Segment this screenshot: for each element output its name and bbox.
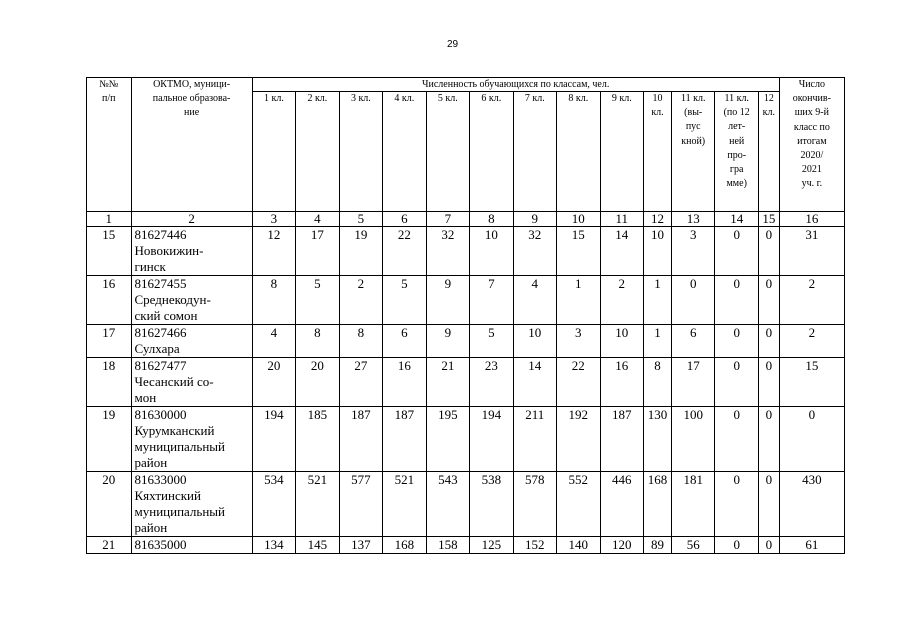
- value-cell: 9: [426, 325, 469, 358]
- page-number: 29: [446, 39, 459, 50]
- value-cell: 100: [671, 407, 714, 472]
- value-cell: 168: [383, 537, 426, 554]
- value-cell: 140: [557, 537, 600, 554]
- value-cell: 552: [557, 472, 600, 537]
- column-number: 10: [557, 212, 600, 227]
- header-class-1: 1 кл.: [252, 92, 295, 212]
- value-cell: 12: [252, 227, 295, 276]
- value-cell: 56: [671, 537, 714, 554]
- value-cell: 9: [426, 276, 469, 325]
- column-number: 3: [252, 212, 295, 227]
- table-row: [87, 537, 845, 554]
- value-cell: 521: [296, 472, 339, 537]
- value-cell: 534: [252, 472, 295, 537]
- value-cell: 0: [715, 227, 758, 276]
- table-row: [87, 227, 845, 276]
- header-class-6: 6 кл.: [470, 92, 513, 212]
- header-class-3: 3 кл.: [339, 92, 382, 212]
- value-cell: 20: [296, 358, 339, 407]
- column-number: 5: [339, 212, 382, 227]
- students-table: [86, 77, 845, 554]
- municipality-name: 81630000 Курумканский муниципальный район: [131, 407, 252, 472]
- header-graduates: Число окончив- ших 9-й класс по итогам 2020/ 2021 уч. г.: [779, 78, 844, 212]
- column-number: 8: [470, 212, 513, 227]
- header-oktmo: ОКТМО, муници- пальное образова- ние: [131, 78, 252, 212]
- value-cell: 2: [779, 325, 844, 358]
- value-cell: 152: [513, 537, 556, 554]
- value-cell: 8: [644, 358, 672, 407]
- row-number: 20: [87, 472, 132, 537]
- value-cell: 15: [557, 227, 600, 276]
- table-row: [87, 276, 845, 325]
- value-cell: 14: [513, 358, 556, 407]
- value-cell: 1: [644, 325, 672, 358]
- column-number: 13: [671, 212, 714, 227]
- column-number: 16: [779, 212, 844, 227]
- value-cell: 89: [644, 537, 672, 554]
- value-cell: 0: [715, 537, 758, 554]
- value-cell: 10: [600, 325, 643, 358]
- value-cell: 2: [600, 276, 643, 325]
- column-number: 7: [426, 212, 469, 227]
- value-cell: 0: [779, 407, 844, 472]
- column-number: 14: [715, 212, 758, 227]
- column-number: 9: [513, 212, 556, 227]
- value-cell: 4: [252, 325, 295, 358]
- value-cell: 0: [758, 358, 779, 407]
- header-class-13: 12 кл.: [758, 92, 779, 212]
- value-cell: 1: [644, 276, 672, 325]
- value-cell: 543: [426, 472, 469, 537]
- municipality-name: 81627455 Среднекодун- ский сомон: [131, 276, 252, 325]
- value-cell: 446: [600, 472, 643, 537]
- value-cell: 20: [252, 358, 295, 407]
- row-number: 19: [87, 407, 132, 472]
- value-cell: 538: [470, 472, 513, 537]
- header-class-11: 11 кл. (вы- пус кной): [671, 92, 714, 212]
- value-cell: 134: [252, 537, 295, 554]
- value-cell: 187: [600, 407, 643, 472]
- value-cell: 6: [383, 325, 426, 358]
- value-cell: 8: [296, 325, 339, 358]
- value-cell: 0: [758, 407, 779, 472]
- value-cell: 0: [758, 276, 779, 325]
- value-cell: 27: [339, 358, 382, 407]
- value-cell: 6: [671, 325, 714, 358]
- value-cell: 5: [383, 276, 426, 325]
- value-cell: 0: [671, 276, 714, 325]
- municipality-name: 81627477 Чесанский со- мон: [131, 358, 252, 407]
- value-cell: 1: [557, 276, 600, 325]
- value-cell: 17: [671, 358, 714, 407]
- municipality-name: 81627446 Новокижин- гинск: [131, 227, 252, 276]
- value-cell: 15: [779, 358, 844, 407]
- row-number: 17: [87, 325, 132, 358]
- value-cell: 187: [339, 407, 382, 472]
- column-number: 12: [644, 212, 672, 227]
- header-class-8: 8 кл.: [557, 92, 600, 212]
- row-number: 18: [87, 358, 132, 407]
- value-cell: 194: [470, 407, 513, 472]
- value-cell: 8: [339, 325, 382, 358]
- value-cell: 10: [644, 227, 672, 276]
- header-row-number: №№ п/п: [87, 78, 132, 212]
- value-cell: 19: [339, 227, 382, 276]
- municipality-name: 81627466 Сулхара: [131, 325, 252, 358]
- value-cell: 0: [715, 325, 758, 358]
- value-cell: 0: [715, 358, 758, 407]
- value-cell: 578: [513, 472, 556, 537]
- header-class-4: 4 кл.: [383, 92, 426, 212]
- value-cell: 0: [758, 472, 779, 537]
- table-row: [87, 407, 845, 472]
- table-row: [87, 358, 845, 407]
- column-number: 4: [296, 212, 339, 227]
- column-number: 6: [383, 212, 426, 227]
- value-cell: 16: [600, 358, 643, 407]
- value-cell: 32: [426, 227, 469, 276]
- value-cell: 5: [470, 325, 513, 358]
- value-cell: 2: [339, 276, 382, 325]
- row-number: 15: [87, 227, 132, 276]
- value-cell: 181: [671, 472, 714, 537]
- column-number: 2: [131, 212, 252, 227]
- value-cell: 130: [644, 407, 672, 472]
- value-cell: 125: [470, 537, 513, 554]
- value-cell: 0: [715, 407, 758, 472]
- value-cell: 195: [426, 407, 469, 472]
- value-cell: 17: [296, 227, 339, 276]
- value-cell: 145: [296, 537, 339, 554]
- value-cell: 0: [758, 325, 779, 358]
- value-cell: 31: [779, 227, 844, 276]
- header-class-10: 10 кл.: [644, 92, 672, 212]
- column-number: 15: [758, 212, 779, 227]
- table-row: [87, 325, 845, 358]
- value-cell: 21: [426, 358, 469, 407]
- value-cell: 137: [339, 537, 382, 554]
- value-cell: 3: [671, 227, 714, 276]
- value-cell: 4: [513, 276, 556, 325]
- header-class-2: 2 кл.: [296, 92, 339, 212]
- header-class-7: 7 кл.: [513, 92, 556, 212]
- value-cell: 0: [758, 537, 779, 554]
- value-cell: 22: [383, 227, 426, 276]
- column-number-row: [87, 212, 845, 227]
- value-cell: 0: [715, 472, 758, 537]
- value-cell: 2: [779, 276, 844, 325]
- header-class-12: 11 кл. (по 12 лет- ней про- гра мме): [715, 92, 758, 212]
- value-cell: 192: [557, 407, 600, 472]
- value-cell: 430: [779, 472, 844, 537]
- value-cell: 185: [296, 407, 339, 472]
- value-cell: 3: [557, 325, 600, 358]
- value-cell: 14: [600, 227, 643, 276]
- value-cell: 8: [252, 276, 295, 325]
- column-number: 11: [600, 212, 643, 227]
- value-cell: 194: [252, 407, 295, 472]
- header-class-9: 9 кл.: [600, 92, 643, 212]
- value-cell: 187: [383, 407, 426, 472]
- value-cell: 61: [779, 537, 844, 554]
- value-cell: 120: [600, 537, 643, 554]
- value-cell: 10: [513, 325, 556, 358]
- value-cell: 211: [513, 407, 556, 472]
- value-cell: 23: [470, 358, 513, 407]
- value-cell: 7: [470, 276, 513, 325]
- municipality-name: 81633000 Кяхтинский муниципальный район: [131, 472, 252, 537]
- header-class-5: 5 кл.: [426, 92, 469, 212]
- column-number: 1: [87, 212, 132, 227]
- municipality-name: 81635000: [131, 537, 252, 554]
- value-cell: 158: [426, 537, 469, 554]
- value-cell: 5: [296, 276, 339, 325]
- value-cell: 521: [383, 472, 426, 537]
- value-cell: 168: [644, 472, 672, 537]
- value-cell: 10: [470, 227, 513, 276]
- row-number: 21: [87, 537, 132, 554]
- table-row: [87, 472, 845, 537]
- value-cell: 577: [339, 472, 382, 537]
- value-cell: 32: [513, 227, 556, 276]
- value-cell: 16: [383, 358, 426, 407]
- value-cell: 0: [715, 276, 758, 325]
- header-class-group: Численность обучающихся по классам, чел.: [252, 78, 779, 92]
- value-cell: 0: [758, 227, 779, 276]
- value-cell: 22: [557, 358, 600, 407]
- row-number: 16: [87, 276, 132, 325]
